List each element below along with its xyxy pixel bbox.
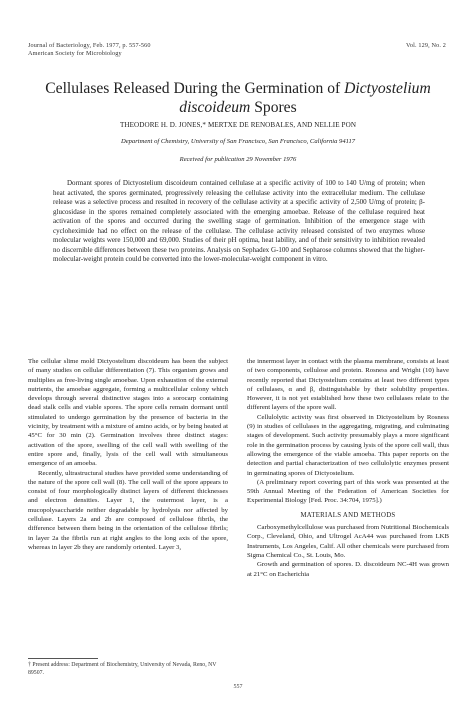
journal-line-2: American Society for Microbiology (28, 50, 122, 58)
body-left-column (28, 357, 228, 552)
paragraph: (A preliminary report covering part of this work was presented at the 59th Annual Meeting of the Federation of American Societies for Experimental Biology [Fed. Proc. 34:704, 1975].) (247, 478, 449, 505)
title-part-1: Cellulases Released During the Germination of (45, 80, 345, 97)
author-list: THEODORE H. D. JONES,* MERTXE DE RENOBALES, AND NELLIE PON (119, 121, 357, 129)
journal-line-1: Journal of Bacteriology, Feb. 1977, p. 557-560 (28, 42, 151, 49)
paragraph: Growth and germination of spores. D. discoideum NC-4H was grown at 21°C on Escherichia (247, 561, 449, 578)
article-title (20, 80, 456, 117)
paragraph: Recently, ultrastructural studies have provided some understanding of the nature of the spore cell wall (8). The cell wall of the spore appears to consist of four morphologically distinct layers of different thicknesses and electron densities. Layer 1, the outermost layer, is a mucopolysaccharide neither degradable by hydrolysis nor affected by cellulase. Layers 2a and 2b are composed of cellulose fibrils, the difference between them being in the orientation of the cellulose fibrils; in layer 2a the fibrils run at right angles to the long axis of the spore, whereas in layer 2b they are randomly oriented. Layer 3, (28, 469, 228, 551)
title-species: discoideum (179, 98, 251, 116)
abstract-text: Dormant spores of Dictyostelium discoideum contained cellulase at a specific activity of 100 to 140 U/mg of protein; when heat activated, the spores germinated, progressively releasing the cellulase activity into the extracellular medium. The cellulase release was a selective process and resulted in recovery of the cellulase activity at a specific activity of 2,500 U/mg of protein; β-glucosidase in the spores remained completely associated with the emerging amoebae. Release of the cellulase required heat activation of the spores and occurred during the swelling stage of germination. Inhibition of the emergence stage with cycloheximide had no effect on the release of the cellulase. The cellulase activity released consisted of two enzymes whose molecular weights were 150,000 and 69,000. Studies of their pH optima, heat lability, and of their sensitivity to inhibition revealed no discernible differences between these two proteins. Analysis on Sephadex G-100 and Sepharose columns showed that the higher-molecular-weight protein could be converted into the lower-molecular-weight component in vitro. (53, 179, 425, 263)
title-genus: Dictyostelium (344, 80, 431, 97)
section-heading: MATERIALS AND METHODS (300, 511, 396, 519)
footnote-rule (28, 658, 98, 659)
received-date: Received for publication 29 November 1976 (179, 156, 297, 163)
abstract (53, 179, 425, 265)
footnote: † Present address: Department of Biochemistry, University of Nevada, Reno, NV 89507. (28, 662, 217, 676)
title-part-4: Spores (250, 98, 297, 116)
paragraph: Cellulolytic activity was first observed in Dictyostelium by Rosness (9) in studies of cellulases in the aggregating, migrating, and culminating stages of development. Such activity presumably plays a more significant role in the germination process by causing lysis of the spore cell wall, thus allowing the emergence of the viable amoeba. This paper reports on the detection and partial characterization of two cellulolytic enzymes present in germinating spores of Dictyostelium. (247, 413, 449, 477)
page-number: 557 (233, 684, 243, 690)
paragraph: The cellular slime mold Dictyostelium discoideum has been the subject of many studies on cellular differentiation (7). This organism grows and multiplies as free-living single amoebae. Upon exhaustion of the external nutrients, the amoebae aggregate, forming a multicellular colony which develops through several distinctive stages into a sorocarp containing dead stalk cells and viable spores. The spore cells remain dormant until stimulated to undergo germination by the presence of bacteria in the vicinity, by treatment with a mixture of amino acids, or by being heated at 45°C for 30 min (2). Germination involves three distinct stages: activation of the spore, swelling of the cell wall with swelling of the entire spore and, finally, lysis of the cell wall with simultaneous emergence of an amoeba. (28, 358, 228, 468)
affiliation: Department of Chemistry, University of San Francisco, San Francisco, California 94117 (120, 138, 356, 145)
journal-header (28, 42, 258, 58)
volume-header: Vol. 129, No. 2 (406, 42, 446, 49)
paragraph: the innermost layer in contact with the plasma membrane, consists at least of two components, cellulose and protein. Rosness and Wright (10) have recently reported that Dictyostelium contains at least two different types of cellulases, α and β, distinguishable by their solubility properties. However, it is not yet established how these two cellulases relate to the different layers of the spore wall. (247, 358, 449, 412)
paragraph: Carboxymethylcellulose was purchased from Nutritional Biochemicals Corp., Cleveland, Ohio, and Ultrogel AcA44 was purchased from LKB Instruments, Los Angeles, Calif. All other chemicals were purchased from Sigma Chemical Co., St. Louis, Mo. (247, 524, 449, 559)
body-right-column (247, 357, 449, 579)
